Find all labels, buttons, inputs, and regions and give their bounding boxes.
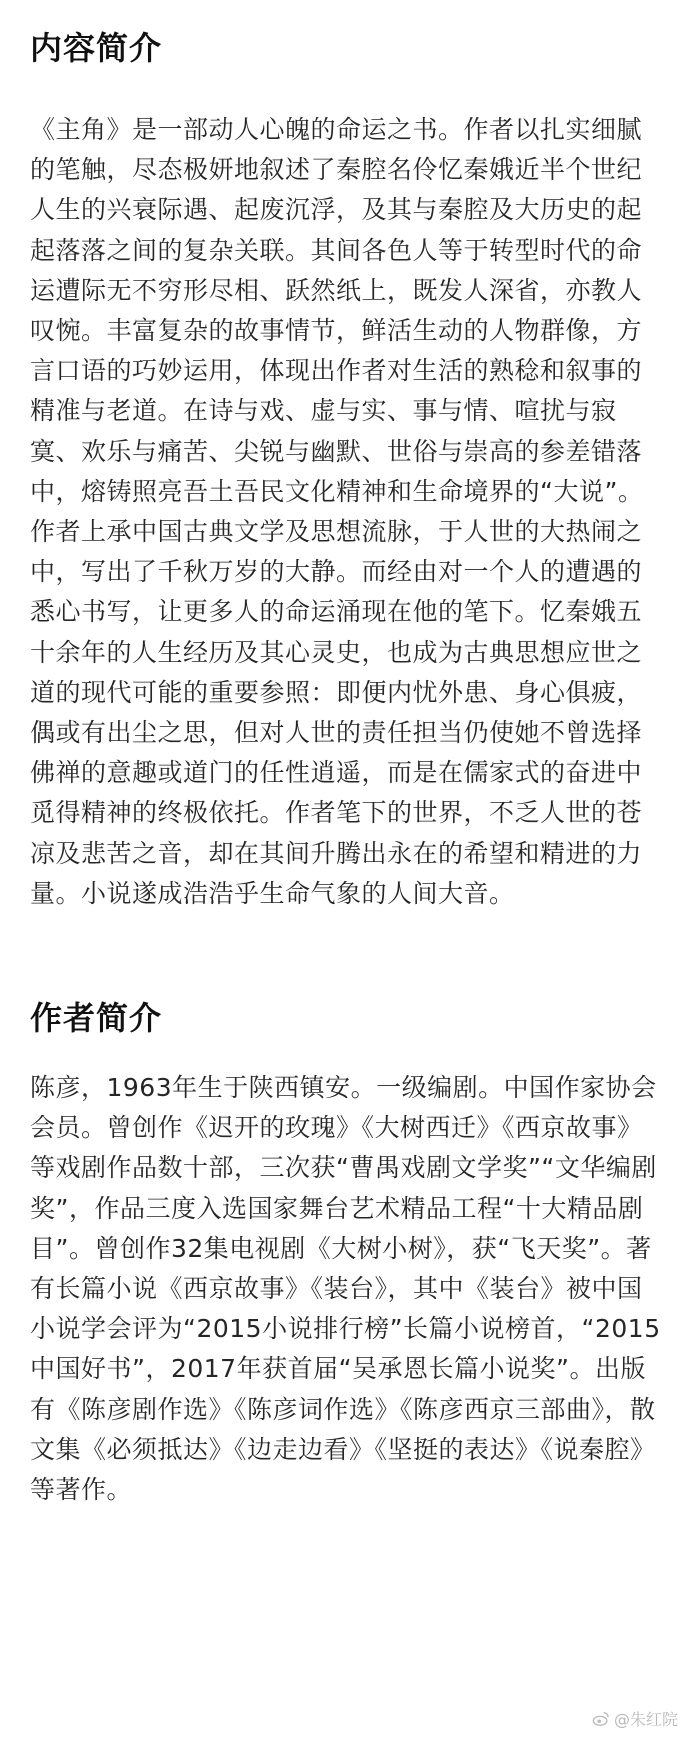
watermark-text: @朱红院	[613, 1710, 678, 1729]
intro-paragraph: 《主角》是一部动人心魄的命运之书。作者以扎实细腻的笔触，尽态极妍地叙述了秦腔名伶忆秦娥近半个世纪人生的兴衰际遇、起废沉浮，及其与秦腔及大历史的起起落落之间的复杂关联。其间各色人等于转型时代的命运遭际无不穷形尽相、跃然纸上，既发人深省，亦教人叹惋。丰富复杂的故事情节，鲜活生动的人物群像，方言口语的巧妙运用，体现出作者对生活的熟稔和叙事的精准与老道。在诗与戏、虚与实、事与情、喧扰与寂寞、欢乐与痛苦、尖锐与幽默、世俗与崇高的参差错落中，熔铸照亮吾土吾民文化精神和生命境界的“大说”。作者上承中国古典文学及思想流脉，于人世的大热闹之中，写出了千秋万岁的大静。而经由对一个人的遭遇的悉心书写，让更多人的命运涌现在他的笔下。忆秦娥五十余年的人生经历及其心灵史，也成为古典思想应世之道的现代可能的重要参照：即便内忧外患、身心俱疲，偶或有出尘之思，但对人世的责任担当仍使她不曾选择佛禅的意趣或道门的任性逍遥，而是在儒家式的奋进中觅得精神的终极依托。作者笔下的世界，不乏人世的苍凉及悲苦之音，却在其间升腾出永在的希望和精进的力量。小说遂成浩浩乎生命气象的人间大音。	[30, 115, 644, 908]
author-section-title: 作者简介	[30, 999, 163, 1038]
weibo-icon	[592, 1710, 610, 1728]
watermark	[592, 1707, 678, 1730]
author-paragraph: 陈彦，1963年生于陕西镇安。一级编剧。中国作家协会会员。曾创作《迟开的玫瑰》《大树西迁》《西京故事》等戏剧作品数十部，三次获“曹禺戏剧文学奖”“文华编剧奖”，作品三度入选国家舞台艺术精品工程“十大精品剧目”。曾创作32集电视剧《大树小树》，获“飞天奖”。著有长篇小说《西京故事》《装台》，其中《装台》被中国小说学会评为“2015小说排行榜”长篇小说榜首，“2015中国好书”，2017年获首届“吴承恩长篇小说奖”。出版有《陈彦剧作选》《陈彦词作选》《陈彦西京三部曲》，散文集《必须抵达》《边走边看》《坚挺的表达》《说秦腔》等著作。	[30, 1073, 661, 1505]
intro-section-title: 内容简介	[30, 29, 163, 67]
